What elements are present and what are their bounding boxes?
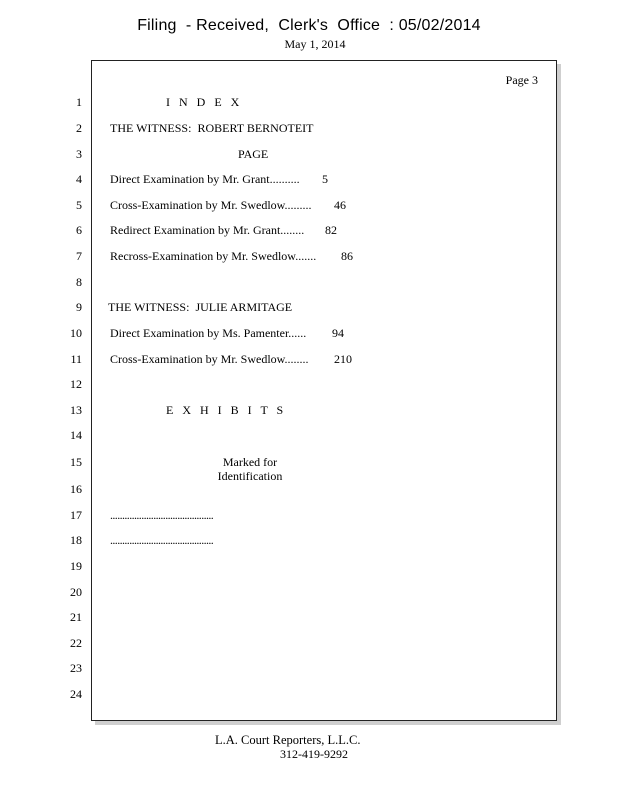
transcript-date: May 1, 2014 <box>284 37 346 51</box>
line-number: 23 <box>70 661 82 675</box>
transcript-page <box>91 60 557 721</box>
line-number: 19 <box>70 559 82 573</box>
line-number: 2 <box>76 121 82 135</box>
index-entry-page: 5 <box>322 172 328 186</box>
line-number: 14 <box>70 428 82 442</box>
marked-for-heading: Marked for <box>222 455 278 469</box>
index-entry-text: Cross-Examination by Mr. Swedlow......... <box>110 198 312 212</box>
line-number: 5 <box>76 198 82 212</box>
index-entry-page: 46 <box>334 198 346 212</box>
line-number: 3 <box>76 147 82 161</box>
index-entry-text: Direct Examination by Mr. Grant.......... <box>110 172 300 186</box>
line-number: 1 <box>76 95 82 109</box>
identification-heading: Identification <box>217 469 283 483</box>
filing-stamp: Filing - Received, Clerk's Office : 05/02/2014 <box>137 17 481 34</box>
footer-phone: 312-419-9292 <box>280 747 348 761</box>
line-number: 6 <box>76 223 82 237</box>
exhibit-dotted-line: ........................................... <box>110 533 214 547</box>
line-number: 13 <box>70 403 82 417</box>
index-entry-page: 210 <box>334 352 352 366</box>
page-number: Page 3 <box>505 73 538 87</box>
line-number: 8 <box>76 275 82 289</box>
line-number: 7 <box>76 249 82 263</box>
footer-company: L.A. Court Reporters, L.L.C. <box>215 733 361 747</box>
line-number: 18 <box>70 533 82 547</box>
index-title: I N D E X <box>166 95 243 109</box>
exhibits-title: E X H I B I T S <box>166 403 287 417</box>
index-entry-text: Cross-Examination by Mr. Swedlow........ <box>110 352 309 366</box>
index-entry-page: 94 <box>332 326 344 340</box>
line-number: 11 <box>70 352 82 366</box>
line-number: 20 <box>70 585 82 599</box>
index-entry-page: 86 <box>341 249 353 263</box>
page-column-heading: PAGE <box>238 147 269 161</box>
line-number: 21 <box>70 610 82 624</box>
exhibit-dotted-line: ........................................... <box>110 508 214 522</box>
line-number: 12 <box>70 377 82 391</box>
line-number: 10 <box>70 326 82 340</box>
index-entry-page: 82 <box>325 223 337 237</box>
witness-heading: THE WITNESS: ROBERT BERNOTEIT <box>110 121 314 135</box>
line-number: 16 <box>70 482 82 496</box>
line-number: 24 <box>70 687 82 701</box>
index-entry-text: Recross-Examination by Mr. Swedlow....... <box>110 249 317 263</box>
line-number: 4 <box>76 172 82 186</box>
line-number: 22 <box>70 636 82 650</box>
witness-heading: THE WITNESS: JULIE ARMITAGE <box>108 300 293 314</box>
line-number: 9 <box>76 300 82 314</box>
index-entry-text: Direct Examination by Ms. Pamenter...... <box>110 326 307 340</box>
line-number: 15 <box>70 455 82 469</box>
line-number: 17 <box>70 508 82 522</box>
index-entry-text: Redirect Examination by Mr. Grant........ <box>110 223 305 237</box>
